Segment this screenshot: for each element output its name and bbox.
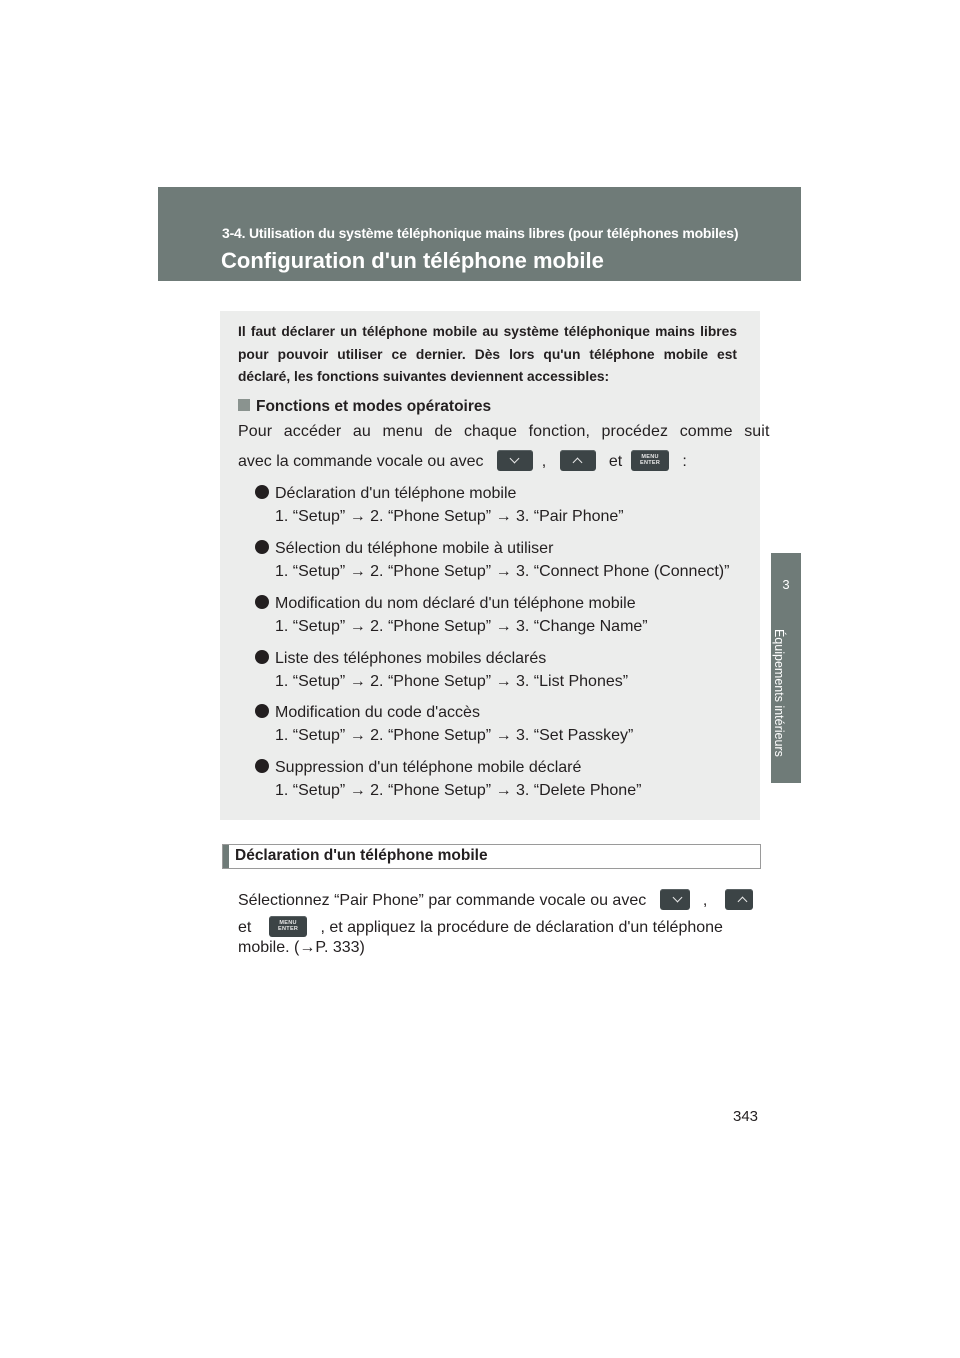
declaration-heading: Déclaration d'un téléphone mobile (235, 847, 488, 864)
item-label: Modification du code d'accès (275, 704, 480, 721)
item-path: 1. “Setup” → 2. “Phone Setup” → 3. “Connect Phone (Connect)” (275, 563, 730, 580)
item-label: Liste des téléphones mobiles déclarés (275, 650, 547, 667)
list-item (255, 756, 641, 802)
list-item (255, 592, 648, 638)
bullet-icon (255, 595, 269, 609)
bullet-icon (255, 650, 269, 664)
access-instructions-line1: Pour accéder au menu de chaque fonction, procédez comme suit (238, 423, 770, 440)
heading-accent-bar (223, 845, 229, 868)
down-arrow-key-icon (660, 889, 690, 910)
colon: : (682, 453, 687, 470)
list-item (255, 701, 633, 747)
chapter-number: 3 (782, 577, 790, 592)
subheading-text: Fonctions et modes opératoires (256, 398, 492, 415)
bullet-icon (255, 485, 269, 499)
declaration-line1-text: Sélectionnez “Pair Phone” par commande vocale ou avec (238, 892, 647, 909)
chapter-title: Équipements intérieurs (772, 629, 786, 757)
down-arrow-key-icon (497, 450, 533, 471)
page-number: 343 (733, 1108, 759, 1125)
item-label: Déclaration d'un téléphone mobile (275, 485, 517, 502)
chapter-side-tab[interactable] (771, 553, 801, 783)
square-bullet-icon (238, 399, 250, 411)
bullet-icon (255, 759, 269, 773)
bullet-icon (255, 704, 269, 718)
up-arrow-key-icon (560, 450, 596, 471)
item-label: Sélection du téléphone mobile à utiliser (275, 540, 554, 557)
functions-subheading (238, 398, 491, 416)
menu-enter-key-icon (269, 916, 307, 937)
intro-text: Il faut déclarer un téléphone mobile au système téléphonique mains libres pour pouvoir utiliser ce dernier. Dès lors qu'un téléphone mobile est déclaré, les fonctions suivantes deviennent accessibles: (238, 324, 737, 384)
item-path: 1. “Setup” → 2. “Phone Setup” → 3. “Delete Phone” (275, 782, 642, 799)
access-line2-text: avec la commande vocale ou avec (238, 453, 484, 470)
item-path: 1. “Setup” → 2. “Phone Setup” → 3. “Change Name” (275, 618, 648, 635)
comma: , (541, 453, 547, 470)
item-label: Suppression d'un téléphone mobile déclaré (275, 759, 582, 776)
item-path: 1. “Setup” → 2. “Phone Setup” → 3. “Set Passkey” (275, 727, 634, 744)
header-band (158, 187, 801, 281)
item-label: Modification du nom déclaré d'un téléphone mobile (275, 595, 636, 612)
item-path: 1. “Setup” → 2. “Phone Setup” → 3. “Pair Phone” (275, 508, 624, 525)
enter-key-label: ENTER (278, 926, 299, 932)
access-instructions-line2 (238, 450, 687, 471)
declaration-line1 (238, 889, 753, 910)
info-box (220, 311, 770, 820)
list-item (255, 647, 628, 693)
enter-key-label: ENTER (640, 460, 661, 466)
item-path: 1. “Setup” → 2. “Phone Setup” → 3. “List Phones” (275, 673, 629, 690)
up-arrow-key-icon (725, 889, 753, 910)
declaration-heading-box (222, 844, 761, 869)
section-label: 3-4. Utilisation du système téléphonique mains libres (pour téléphones mobiles) (222, 225, 739, 241)
declaration-line3: mobile. (→P. 333) (238, 939, 365, 956)
list-item (255, 537, 729, 583)
and-text: et (238, 919, 252, 936)
list-item (255, 482, 624, 528)
menu-enter-key-icon (631, 450, 669, 471)
and-text: et (608, 453, 623, 470)
bullet-icon (255, 540, 269, 554)
declaration-line2 (238, 916, 723, 937)
menu-key-label: MENU (279, 920, 297, 926)
menu-key-label: MENU (641, 454, 659, 460)
declaration-line2-text: , et appliquez la procédure de déclaration d'un téléphone (320, 919, 723, 936)
comma: , (702, 892, 708, 909)
page-title: Configuration d'un téléphone mobile (221, 248, 604, 273)
